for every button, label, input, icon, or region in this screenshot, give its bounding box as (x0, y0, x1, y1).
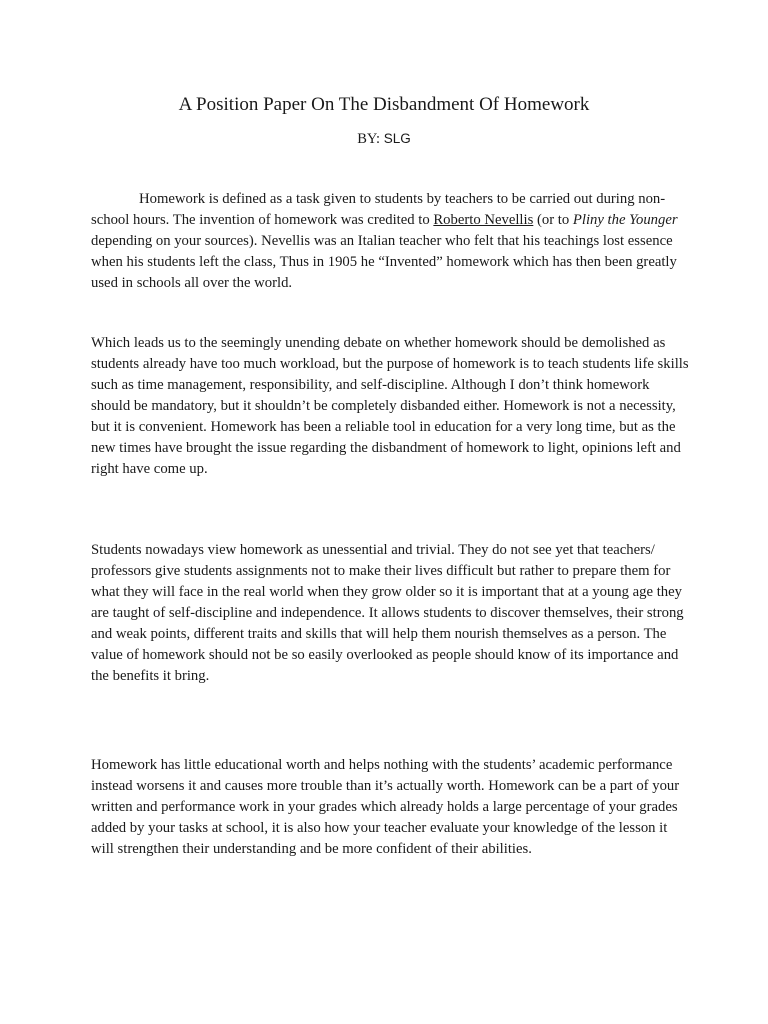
byline (0, 129, 768, 149)
byline-author: SLG (383, 131, 411, 146)
page-title: A Position Paper On The Disbandment Of Homework (178, 94, 590, 115)
roberto-nevellis-link[interactable]: Roberto Nevellis (433, 212, 534, 228)
paragraph-1-text-a: Homework is defined as a task given to students by teachers to be carried out during non-school hours. The invention of homework was credited to (91, 191, 666, 228)
paragraph-1-text-c: depending on your sources). Nevellis was an Italian teacher who felt that his teachings lost essence when his students left the class, Thus in 1905 he “Invented” homework which has then been greatly used in schools all over the world. (91, 233, 677, 291)
paragraph-4: Homework has little educational worth and helps nothing with the students’ academic performance instead worsens it and causes more trouble than it’s actually worth. Homework can be a part of your written and performance work in your grades which already holds a large percentage of your grades added by your tasks at school, it is also how your teacher evaluate your knowledge of the lesson it will strengthen their understanding and be more confident of their abilities. (91, 757, 680, 857)
paragraph-1-text-b: (or to (533, 212, 573, 228)
paragraph-1 (91, 189, 691, 294)
paragraph-3: Students nowadays view homework as unessential and trivial. They do not see yet that teachers/ professors give students assignments not to make their lives difficult but rather to prepare them for what they will face in the real world when they grow older so it is important that at a young age they are taught of self-discipline and independence. It allows students to discover themselves, their strong and weak points, different traits and skills that will help them nourish themselves as a person. The value of homework should not be so easily overlooked as people should know of its importance and the benefits it bring. (91, 542, 684, 684)
byline-prefix: BY: (357, 131, 384, 147)
paragraph-2: Which leads us to the seemingly unending debate on whether homework should be demolished as students already have too much workload, but the purpose of homework is to teach students life skills such as time management, responsibility, and self-discipline. Although I don’t think homework should be mandatory, but it shouldn’t be completely disbanded either. Homework is not a necessity, but it is convenient. Homework has been a reliable tool in education for a very long time, but as the new times have brought the issue regarding the disbandment of homework to light, opinions left and right have come up. (91, 335, 689, 477)
pliny-the-younger-text: Pliny the Younger (572, 212, 678, 228)
